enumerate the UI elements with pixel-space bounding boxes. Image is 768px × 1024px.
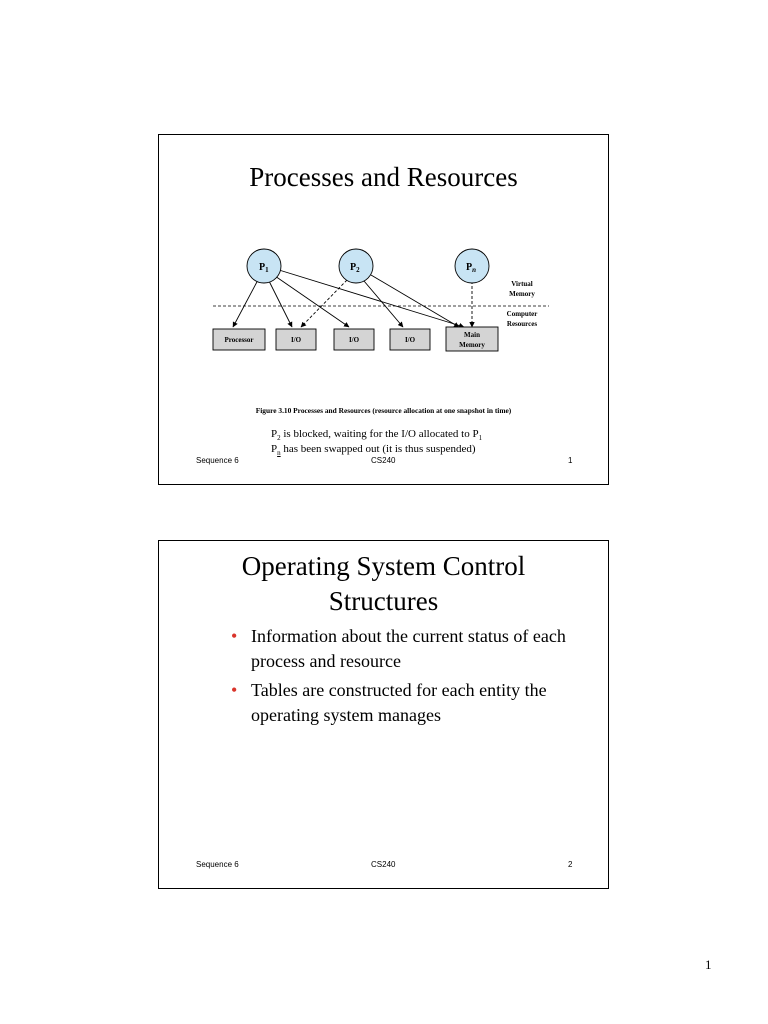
resource-label-processor: Processor — [224, 336, 254, 344]
arrow-p2-io3 — [364, 281, 403, 327]
arrow-p1-mainmem — [279, 270, 464, 327]
arrow-p1-processor — [233, 278, 259, 327]
process-label-p2: $P_2$ — [350, 262, 360, 274]
arrow-p2-io1-dashed — [301, 280, 347, 327]
resource-label-io-3: I/O — [404, 336, 416, 344]
layer-label-computer: Computer — [506, 310, 538, 318]
slide-2 — [158, 540, 609, 889]
resource-label-io-1: I/O — [290, 336, 302, 344]
footer-sequence: Sequence 6 — [196, 456, 239, 465]
note-p2-blocked: $P_2$ is blocked, waiting for the I/O allocated to $P_1$ — [271, 428, 483, 443]
slide-title: Processes and Resources — [249, 162, 518, 192]
footer-sequence: Sequence 6 — [196, 860, 239, 869]
process-label-pn: $P_n$ — [466, 262, 477, 274]
note-pn-swapped: $P_n$ has been swapped out (it is thus suspended) — [271, 443, 476, 458]
footer-slide-number: 1 — [568, 456, 573, 465]
bullet-item: • Tables are constructed for each entity the operating system manages — [231, 680, 547, 725]
arrow-p1-io2 — [275, 276, 349, 327]
slide-title — [159, 549, 608, 619]
bullet-list — [231, 624, 591, 732]
resource-label-io-2: I/O — [348, 336, 360, 344]
process-label-p1: $P_1$ — [259, 262, 269, 274]
bullet-item: • Information about the current status of each process and resource — [231, 626, 566, 671]
footer-course: CS240 — [371, 860, 396, 869]
page-number: 1 — [705, 957, 712, 972]
slide-1 — [158, 134, 609, 485]
resource-label-main: Main — [464, 331, 480, 339]
footer-course: CS240 — [371, 456, 396, 465]
figure-caption: Figure 3.10 Processes and Resources (resource allocation at one snapshot in time) — [255, 406, 512, 415]
layer-label-resources: Resources — [506, 320, 538, 328]
title-line-1: Operating System Control — [241, 551, 526, 581]
bullet-icon: • — [231, 680, 238, 700]
resource-label-memory: Memory — [459, 341, 485, 349]
bullet-icon: • — [231, 626, 238, 646]
footer-slide-number: 2 — [568, 860, 573, 869]
title-line-2: Structures — [328, 586, 439, 616]
layer-label-virtual: Virtual — [511, 280, 533, 288]
arrow-p1-io1 — [269, 281, 292, 327]
arrow-p2-mainmem — [371, 275, 459, 327]
layer-label-memory: Memory — [509, 290, 535, 298]
